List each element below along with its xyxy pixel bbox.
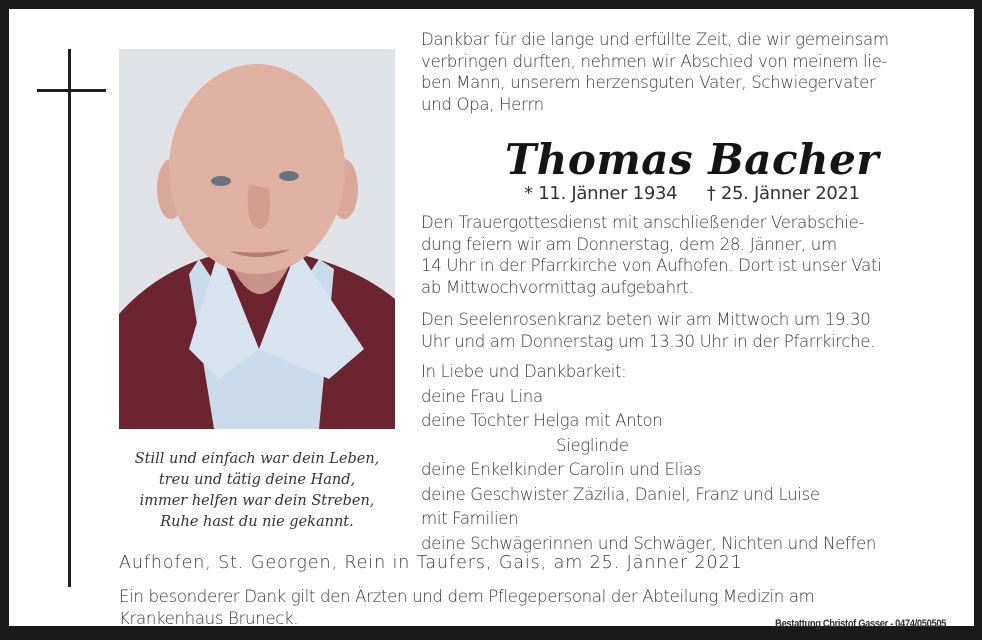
rosary-line: Uhr und am Donnerstag um 13.30 Uhr in der Pfarrkirche. (421, 331, 876, 351)
family-member: deine Geschwister Zäzilia, Daniel, Franz und Luise (421, 484, 820, 504)
family-member: deine Frau Lina (421, 386, 543, 406)
birth-date: * 11. Jänner 1934 (524, 183, 678, 204)
service-line: 14 Uhr in der Pfarrkirche von Aufhofen. Dort ist unser Vati (421, 256, 882, 275)
intro-line: ben Mann, unserem herzensguten Vater, Schwiegervater (421, 73, 876, 92)
intro-line: verbringen durften, nehmen wir Abschied von meinem lie- (421, 51, 888, 71)
portrait-photo (119, 49, 395, 429)
thanks-line: Krankenhaus Bruneck. (119, 609, 299, 628)
deceased-name: Thomas Bacher (505, 135, 879, 184)
verse-line: treu und tätig deine Hand, (158, 472, 356, 488)
obituary-notice (9, 9, 974, 630)
verse-line: Still und einfach war dein Leben, (134, 451, 380, 467)
verse-line: Ruhe hast du nie gekannt. (160, 514, 354, 530)
undertaker-credit: Bestattung Christof Gasser - 0474/050505 (775, 618, 946, 630)
intro-text (421, 29, 963, 115)
memorial-verse (119, 449, 395, 533)
service-line: dung feiern wir am Donnerstag, dem 28. Jänner, um (421, 234, 837, 254)
funeral-service-text (421, 212, 963, 298)
intro-line: und Opa, Herrn (421, 94, 544, 114)
service-line: Den Trauergottesdienst mit anschließender Verabschie- (421, 213, 865, 232)
family-member: mit Familien (421, 509, 519, 528)
death-date: † 25. Jänner 2021 (706, 183, 860, 204)
rosary-line: Den Seelenrosenkranz beten wir am Mittwoch um 19.30 (421, 310, 871, 329)
family-member: Sieglinde (556, 435, 629, 455)
rosary-text (421, 309, 963, 352)
intro-line: Dankbar für die lange und erfüllte Zeit, die wir gemeinsam (421, 30, 889, 49)
family-member: deine Töchter Helga mit Anton (421, 411, 663, 430)
life-dates (421, 183, 963, 204)
place-and-date: Aufhofen, St. Georgen, Rein in Taufers, Gais, am 25. Jänner 2021 (119, 553, 743, 573)
thanks-line: Ein besonderer Dank gilt den Ärzten und dem Pflegepersonal der Abteilung Medizin am (119, 587, 815, 606)
portrait-illustration (119, 49, 395, 429)
family-list (421, 360, 963, 556)
family-member: deine Enkelkinder Carolin und Elias (421, 460, 702, 479)
service-line: ab Mittwochvormittag aufgebahrt. (421, 277, 694, 297)
family-heading: In Liebe und Dankbarkeit: (421, 362, 627, 381)
cross-icon (68, 49, 71, 587)
cross-icon-bar (37, 89, 106, 92)
family-member: deine Schwägerinnen und Schwäger, Nichten und Neffen (421, 533, 877, 553)
verse-line: immer helfen war dein Streben, (139, 493, 375, 509)
